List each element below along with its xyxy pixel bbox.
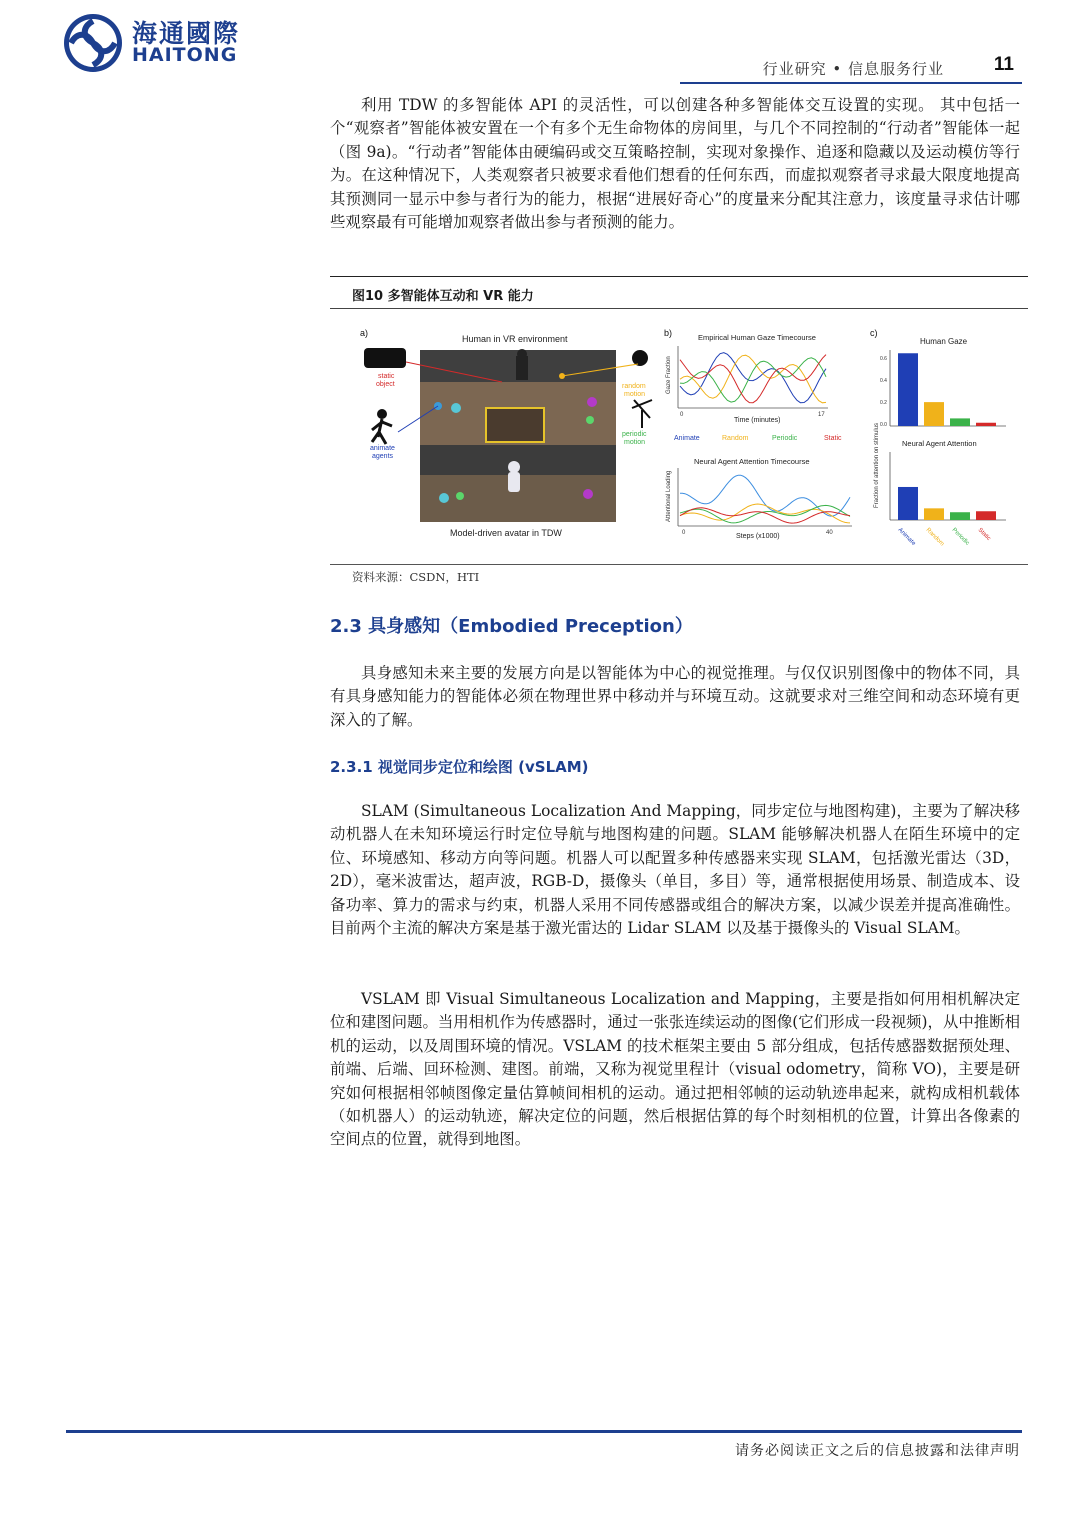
legend-periodic: Periodic (772, 435, 798, 442)
agent-attention-bars (898, 487, 996, 520)
agent-bars-random (924, 508, 944, 520)
attention-timecourse-lines (680, 475, 850, 523)
brand-name-cn: 海通國際 (132, 19, 241, 48)
animate-label-2: agents (372, 453, 394, 460)
figure-source: 资料来源：CSDN，HTI (352, 570, 480, 584)
panel-c-agent-title: Neural Agent Attention (902, 439, 977, 448)
footer-rule (66, 1430, 1022, 1433)
legend-random: Random (722, 435, 749, 442)
animate-label-1: animate (370, 445, 395, 452)
robot-avatar (508, 461, 520, 473)
body-paragraph-4: VSLAM 即 Visual Simultaneous Localization and Mapping，主要是指如何用相机解决定位和建图问题。当用相机作为传感器时，通过一张张连续运动的图像(它们形成一段视频)，从中推断相机的运动，以及周围环境的情况。VSLAM 的技术框架主要由 5 部分组成，包括传感器数据预处理、前端、后端、回环检测、建图。前端，又称为视觉里程计（visual odometry，简称 VO)，主要是研究如何根据相邻帧图像定量估算帧间相机的运动。通过把相邻帧的运动轨迹串起来，就构成相机载体（如机器人）的运动轨迹，解决定位的问题，然后根据估算的每个时刻相机的位置，计算出各像素的空间点的位置，就得到地图。 (330, 990, 1020, 1149)
debris-icon (632, 350, 648, 366)
human-bars-random (924, 402, 944, 426)
zoom-inset (486, 408, 544, 442)
section-heading-2-3: 2.3 具身感知（Embodied Preception） (330, 616, 693, 637)
body-paragraph-1: 利用 TDW 的多智能体 API 的灵活性，可以创建各种多智能体交互设置的实现。 其中包括一个“观察者”智能体被安置在一个有多个无生命物体的房间里，与几个不同控制的“行动者”智能体一起（图 9a)。“行动者”智能体由硬编码或交互策略控制，实现对象操作、追逐和隐藏以及运动模仿等行为。在这种情况下，人类观察者只被要求看他们想看的任何东西，而虚拟观察者寻求最大限度地提高其预测同一显示中参与者行为的能力，根据“进展好奇心”的度量来分配其注意力，该度量寻求估计哪些观察最有可能增加观察者做出参与者预测的能力。 (330, 96, 1020, 232)
panel-b-label: b) (664, 328, 673, 338)
figure-bottom-rule (330, 564, 1028, 565)
panel-b-top-title: Empirical Human Gaze Timecourse (698, 333, 816, 342)
agent-bars-static (976, 511, 996, 520)
cat-periodic: Periodic (950, 527, 971, 547)
panel-a-label: a) (360, 328, 369, 338)
random-label-2: motion (624, 391, 646, 398)
panel-b-top-xlabel: Time (minutes) (734, 417, 781, 424)
panel-c-label: c) (870, 328, 878, 338)
panel-b-top-xtick-1: 17 (818, 412, 825, 418)
human-bars-periodic (950, 418, 970, 426)
brand-name-en: HAITONG (132, 44, 238, 66)
panel-b-top-ylabel: Gaze Fraction (666, 356, 672, 394)
panel-c-ytick-00: 0.0 (880, 422, 887, 428)
footer-disclaimer: 请务必阅读正文之后的信息披露和法律声明 (735, 1443, 1020, 1459)
gaze-timecourse-lines (680, 353, 826, 403)
human-bars-animate (898, 353, 918, 426)
attn-lines-6.2 (680, 508, 850, 523)
random-label-1: random (622, 383, 646, 390)
cat-animate: Animate (896, 527, 917, 547)
header-category: 行业研究 • 信息服务行业 (762, 60, 944, 78)
legend-animate: Animate (674, 435, 700, 442)
panel-b-bottom-xtick-0: 0 (682, 530, 686, 536)
figure-title: 图10 多智能体互动和 VR 能力 (352, 289, 534, 304)
periodic-label-1: periodic (622, 431, 647, 438)
attn-lines-0.6 (680, 475, 850, 516)
figure-title-rule (330, 308, 1028, 309)
body-paragraph-3: SLAM (Simultaneous Localization And Mapping，同步定位与地图构建)，主要为了解决移动机器人在未知环境运行时定位导航与地图构建的问题。SLAM 能够解决机器人在陌生环境中的定位、环境感知、移动方向等问题。机器人可以配置多种传感器来实现 SLAM，包括激光雷达（3D，2D），毫米波雷达，超声波，RGB-D，摄像头（单目，多目）等，通常根据使用场景、制造成本、设备功率、算力的需求与约束，机器人采用不同传感器或组合的解决方案，以减少误差并提高准确性。目前两个主流的解决方案是基于激光雷达的 Lidar SLAM 以及基于摄像头的 Visual SLAM。 (330, 802, 1020, 938)
panel-a-top-caption: Human in VR environment (462, 334, 568, 344)
static-label-2: object (376, 381, 395, 388)
agent-bars-periodic (950, 512, 970, 520)
page-number: 11 (993, 54, 1014, 75)
static-label-1: static (378, 373, 395, 380)
panel-b-bottom-xtick-1: 40 (826, 530, 833, 536)
human-avatar (516, 356, 528, 380)
header-rule (680, 82, 1022, 84)
panel-a-bottom-caption: Model-driven avatar in TDW (450, 528, 562, 538)
haitong-logo (62, 12, 124, 74)
panel-c-ytick-06: 0.6 (880, 356, 887, 362)
figure-image (352, 322, 1010, 548)
human-gaze-bars (898, 353, 996, 426)
panel-b-bottom-ylabel: Attentional Loading (666, 470, 672, 522)
panel-b-bottom-xlabel: Steps (x1000) (736, 533, 780, 540)
panel-b-top-xtick-0: 0 (680, 412, 684, 418)
periodic-label-2: motion (624, 439, 646, 446)
panel-c-human-title: Human Gaze (920, 337, 968, 346)
cat-random: Random (924, 527, 945, 548)
section-heading-2-3-1: 2.3.1 视觉同步定位和绘图 (vSLAM) (330, 758, 589, 776)
sofa-icon (364, 348, 406, 368)
agent-bars-animate (898, 487, 918, 520)
panel-c-ytick-02: 0.2 (880, 400, 887, 406)
panel-c-ytick-04: 0.4 (880, 378, 887, 384)
cat-static: Static (976, 527, 992, 543)
legend-static: Static (824, 435, 842, 442)
panel-b-bottom-title: Neural Agent Attention Timecourse (694, 457, 810, 466)
figure-top-rule (330, 276, 1028, 277)
propeller-icon (632, 400, 652, 428)
runner-icon (377, 409, 387, 419)
body-paragraph-2: 具身感知未来主要的发展方向是以智能体为中心的视觉推理。与仅仅识别图像中的物体不同，具有具身感知能力的智能体必须在物理世界中移动并与环境互动。这就要求对三维空间和动态环境有更深入的了解。 (330, 664, 1020, 729)
human-bars-static (976, 423, 996, 426)
panel-c-ylabel: Fraction of attention on stimulus (874, 422, 880, 508)
